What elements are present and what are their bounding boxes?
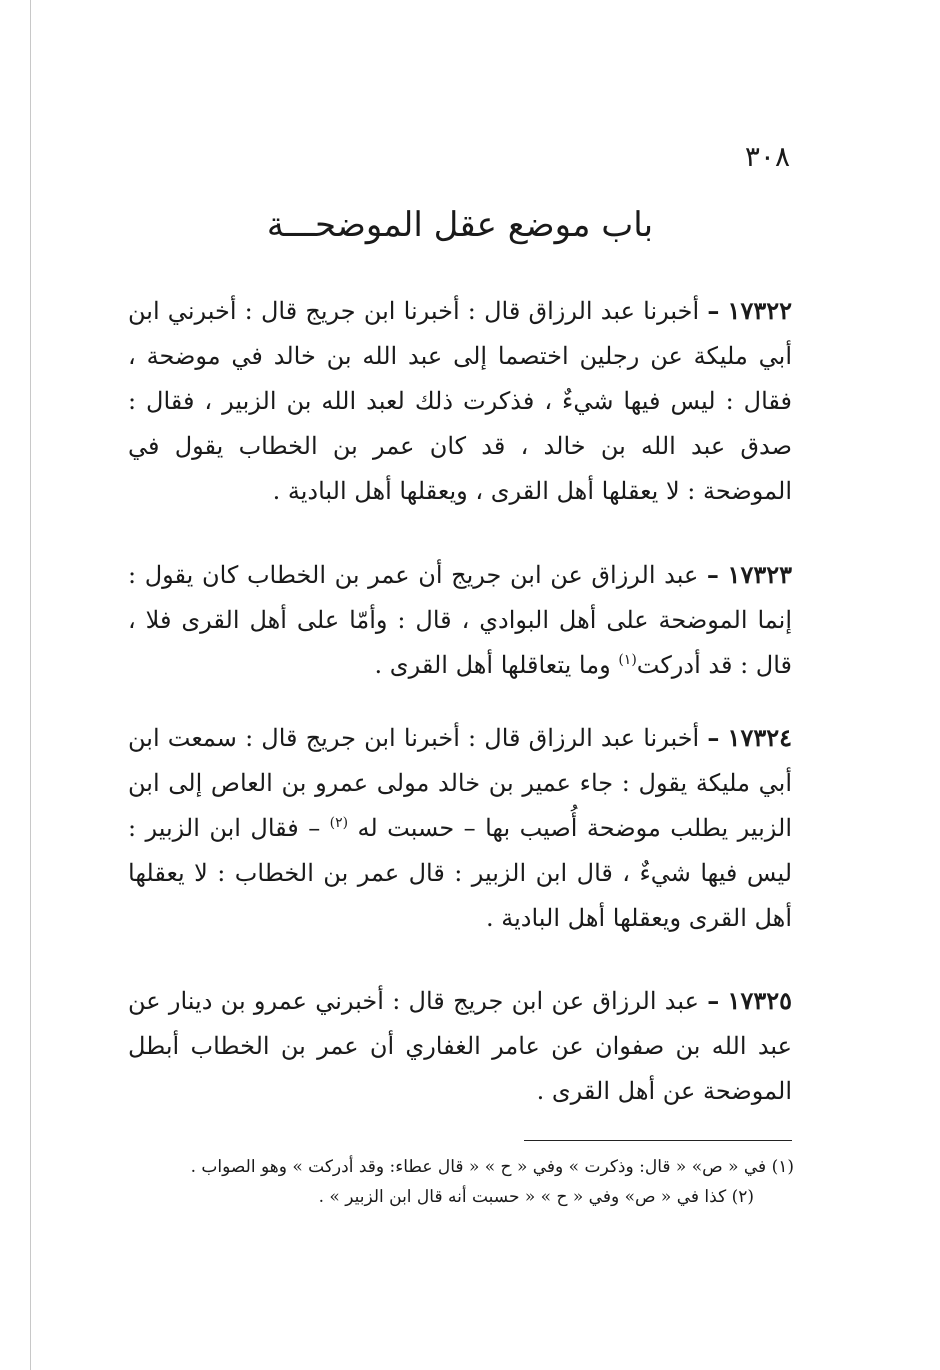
hadith-paragraph — [128, 552, 792, 688]
chapter-title: باب موضع عقل الموضحـــة — [266, 205, 654, 245]
footnote-reference[interactable]: (٢) — [329, 815, 349, 831]
hadith-number: ١٧٣٢٣ — [727, 560, 792, 589]
hadith-number: ١٧٣٢٢ — [727, 296, 792, 325]
footnote-item: (١) في « ص» « قال: وذكرت » وفي « ح » « قال عطاء: وقد أدركت » وهو الصواب . — [190, 1157, 794, 1177]
hadith-text: أخبرنا عبد الرزاق قال : أخبرنا ابن جريج قال : سمعت ابن أبي مليكة يقول : جاء عمير بن خالد مولى عمرو بن العاص إلى ابن الزبير يطلب موضحة أُصيب بها – حسبت له — [128, 724, 792, 842]
hadith-separator: – — [706, 560, 719, 589]
hadith-text-continued: وما يتعاقلها أهل القرى . — [374, 651, 611, 679]
hadith-number: ١٧٣٢٥ — [727, 986, 792, 1015]
page-edge-line — [30, 0, 31, 1370]
hadith-separator: – — [707, 986, 720, 1015]
hadith-paragraph — [128, 288, 792, 514]
footnotes — [128, 1152, 794, 1212]
footnote-divider — [524, 1140, 792, 1141]
hadith-separator: – — [707, 723, 720, 752]
page-number: ٣٠٨ — [744, 140, 790, 173]
hadith-separator: – — [707, 296, 720, 325]
hadith-text: أخبرنا عبد الرزاق قال : أخبرنا ابن جريج قال : أخبرني ابن أبي مليكة عن رجلين اختصما إلى عبد الله بن خالد في موضحة ، فقال : ليس فيها شيءٌ ، فذكرت ذلك لعبد الله بن الزبير ، فقال : صدق عبد الله بن خالد ، قد كان عمر بن الخطاب يقول في الموضحة : لا يعقلها أهل القرى ، ويعقلها أهل البادية . — [128, 297, 792, 505]
hadith-paragraph — [128, 978, 792, 1114]
footnote-reference[interactable]: (١) — [618, 652, 637, 668]
hadith-paragraph — [128, 715, 792, 941]
hadith-text-continued: – فقال ابن الزبير : ليس فيها شيءٌ ، قال ابن الزبير : قال عمر بن الخطاب : لا يعقلها أهل القرى ويعقلها أهل البادية . — [128, 814, 792, 932]
footnote-item: (٢) كذا في « ص» وفي « ح » « حسبت أنه قال ابن الزبير » . — [318, 1187, 754, 1207]
hadith-number: ١٧٣٢٤ — [727, 723, 792, 752]
hadith-text: عبد الرزاق عن ابن جريج قال : أخبرني عمرو بن دينار عن عبد الله بن صفوان عن عامر الغفاري أن عمر بن الخطاب أبطل الموضحة عن أهل القرى . — [128, 987, 792, 1105]
hadith-text: عبد الرزاق عن ابن جريج أن عمر بن الخطاب كان يقول : إنما الموضحة على أهل البوادي ، قال : وأمّا على أهل القرى فلا ، قال : قد أدركت — [128, 561, 792, 679]
